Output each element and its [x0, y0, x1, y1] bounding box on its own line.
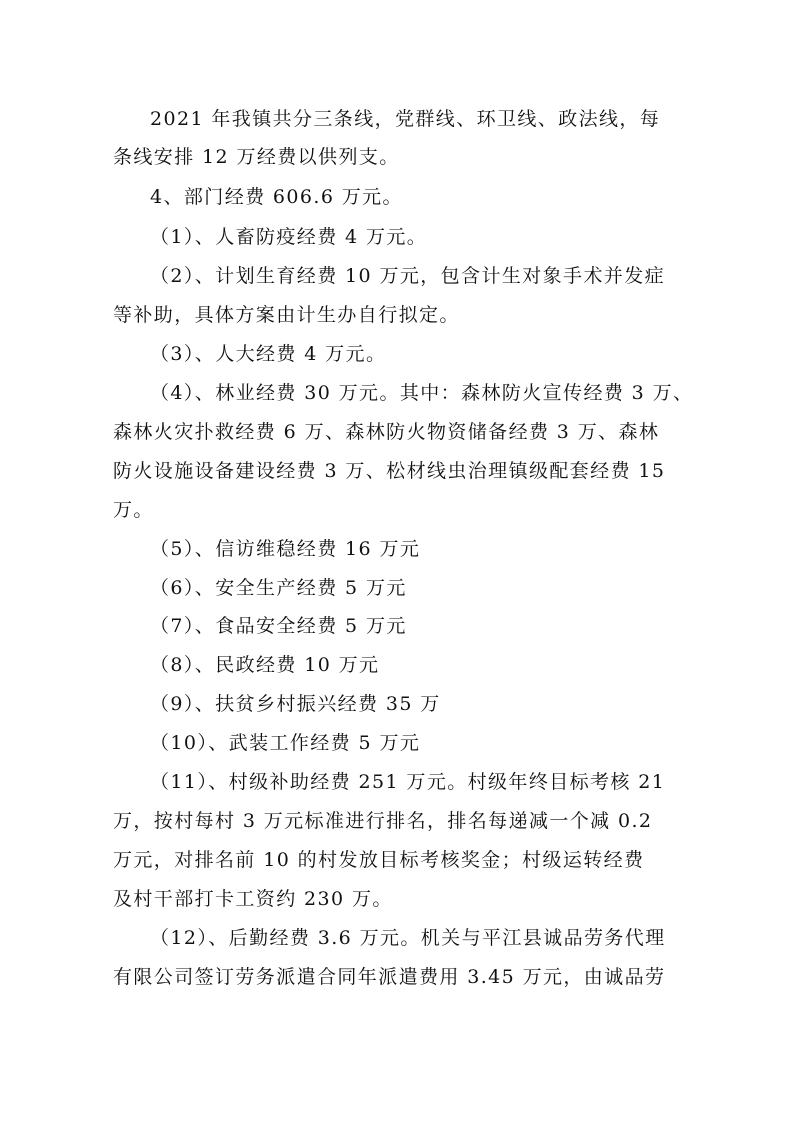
text-line: （1）、人畜防疫经费 4 万元。 — [150, 226, 428, 248]
text-line: 有限公司签订劳务派遣合同年派遣费用 3.45 万元，由诚品劳 — [113, 966, 666, 988]
text-line: （10）、武装工作经费 5 万元 — [150, 732, 421, 754]
text-line: （5）、信访维稳经费 16 万元 — [150, 538, 421, 560]
text-line: 及村干部打卡工资约 230 万。 — [113, 888, 393, 910]
text-line: （6）、安全生产经费 5 万元 — [150, 577, 407, 599]
text-line: 防火设施设备建设经费 3 万、松材线虫治理镇级配套经费 15 — [113, 460, 666, 482]
text-line: （3）、人大经费 4 万元。 — [150, 343, 387, 365]
text-line: （11）、村级补助经费 251 万元。村级年终目标考核 21 — [150, 771, 666, 793]
text-line: 森林火灾扑救经费 6 万、森林防火物资储备经费 3 万、森林 — [113, 421, 660, 443]
text-line: 万。 — [113, 499, 154, 521]
text-line: 条线安排 12 万经费以供列支。 — [113, 146, 400, 168]
text-line: （12）、后勤经费 3.6 万元。机关与平江县诚品劳务代理 — [150, 927, 666, 949]
text-line: 2021 年我镇共分三条线，党群线、环卫线、政法线，每 — [150, 108, 661, 130]
text-line: 等补助，具体方案由计生办自行拟定。 — [113, 304, 460, 326]
text-line: （2）、计划生育经费 10 万元，包含计生对象手术并发症 — [150, 265, 666, 287]
text-line: （4）、林业经费 30 万元。其中：森林防火宣传经费 3 万、 — [150, 382, 694, 404]
text-line: （8）、民政经费 10 万元 — [150, 654, 380, 676]
text-line: 4、部门经费 606.6 万元。 — [150, 186, 403, 208]
text-line: 万，按村每村 3 万元标准进行排名，排名每递减一个减 0.2 — [113, 810, 653, 832]
text-line: （9）、扶贫乡村振兴经费 35 万 — [150, 693, 441, 715]
text-line: （7）、食品安全经费 5 万元 — [150, 615, 407, 637]
text-line: 万元，对排名前 10 的村发放目标考核奖金；村级运转经费 — [113, 849, 645, 871]
